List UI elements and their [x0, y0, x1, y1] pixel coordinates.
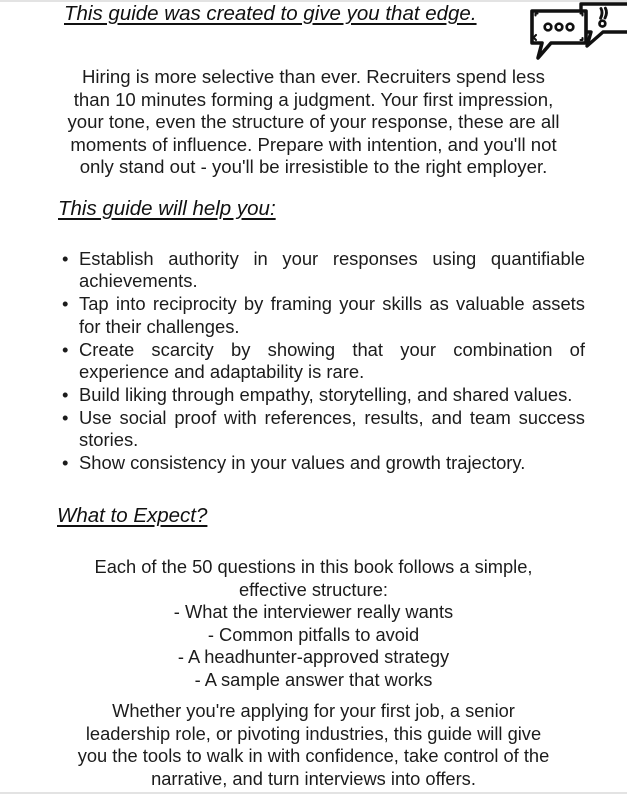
expect-structure-item: - A sample answer that works — [194, 668, 433, 690]
closing-line: narrative, and turn interviews into offers. — [151, 767, 476, 789]
closing-line: Whether you're applying for your first job, a senior — [112, 700, 515, 721]
list-item — [60, 293, 585, 338]
closing-paragraph — [40, 700, 587, 790]
list-item-label: Create scarcity by showing that your combination of experience and adaptability is rare. — [79, 338, 585, 383]
speech-bubbles-icon — [525, 2, 627, 62]
bullet-marker-icon: • — [62, 383, 69, 405]
expect-paragraph — [45, 556, 582, 692]
intro-line: moments of influence. Prepare with intention, and you'll not — [70, 133, 557, 155]
list-item-label: Build liking through empathy, storytelling, and shared values. — [79, 383, 573, 405]
expect-structure-item: - Common pitfalls to avoid — [207, 623, 420, 645]
heading-guide-help: This guide will help you: — [58, 197, 276, 220]
bullet-marker-icon: • — [62, 452, 69, 474]
bullet-marker-icon: • — [62, 406, 69, 428]
bullet-marker-icon: • — [62, 248, 69, 269]
list-item — [60, 339, 585, 384]
bullet-marker-icon: • — [62, 293, 69, 315]
list-item — [60, 407, 585, 452]
list-item — [60, 248, 585, 293]
page-content — [0, 2, 627, 794]
expect-line: effective structure: — [238, 578, 389, 600]
benefits-list — [60, 248, 585, 475]
list-item — [60, 384, 585, 406]
list-item-label: Tap into reciprocity by framing your skills as valuable assets for their challenges. — [79, 293, 585, 337]
expect-structure-item: - A headhunter-approved strategy — [177, 646, 450, 668]
heading-guide-edge: This guide was created to give you that edge. — [64, 2, 477, 25]
intro-line: only stand out - you'll be irresistible to the right employer. — [79, 156, 548, 178]
expect-structure-item: - What the interviewer really wants — [173, 601, 454, 623]
list-item — [60, 452, 585, 474]
heading-what-to-expect: What to Expect? — [57, 504, 208, 527]
bullet-marker-icon: • — [62, 338, 69, 360]
intro-line: your tone, even the structure of your response, these are all — [67, 111, 560, 133]
expect-line: Each of the 50 questions in this book follows a simple, — [94, 556, 533, 577]
list-item-label: Use social proof with references, results, and team success stories. — [79, 406, 585, 451]
closing-line: leadership role, or pivoting industries, this guide will give — [85, 722, 542, 744]
intro-paragraph — [45, 66, 582, 179]
intro-line: Hiring is more selective than ever. Recruiters spend less — [82, 66, 545, 87]
intro-line: than 10 minutes forming a judgment. Your first impression, — [73, 88, 554, 110]
list-item-label: Show consistency in your values and growth trajectory. — [79, 452, 526, 474]
list-item-label: Establish authority in your responses using quantifiable achievements. — [79, 248, 585, 292]
closing-line: you the tools to walk in with confidence, take control of the — [77, 745, 550, 767]
